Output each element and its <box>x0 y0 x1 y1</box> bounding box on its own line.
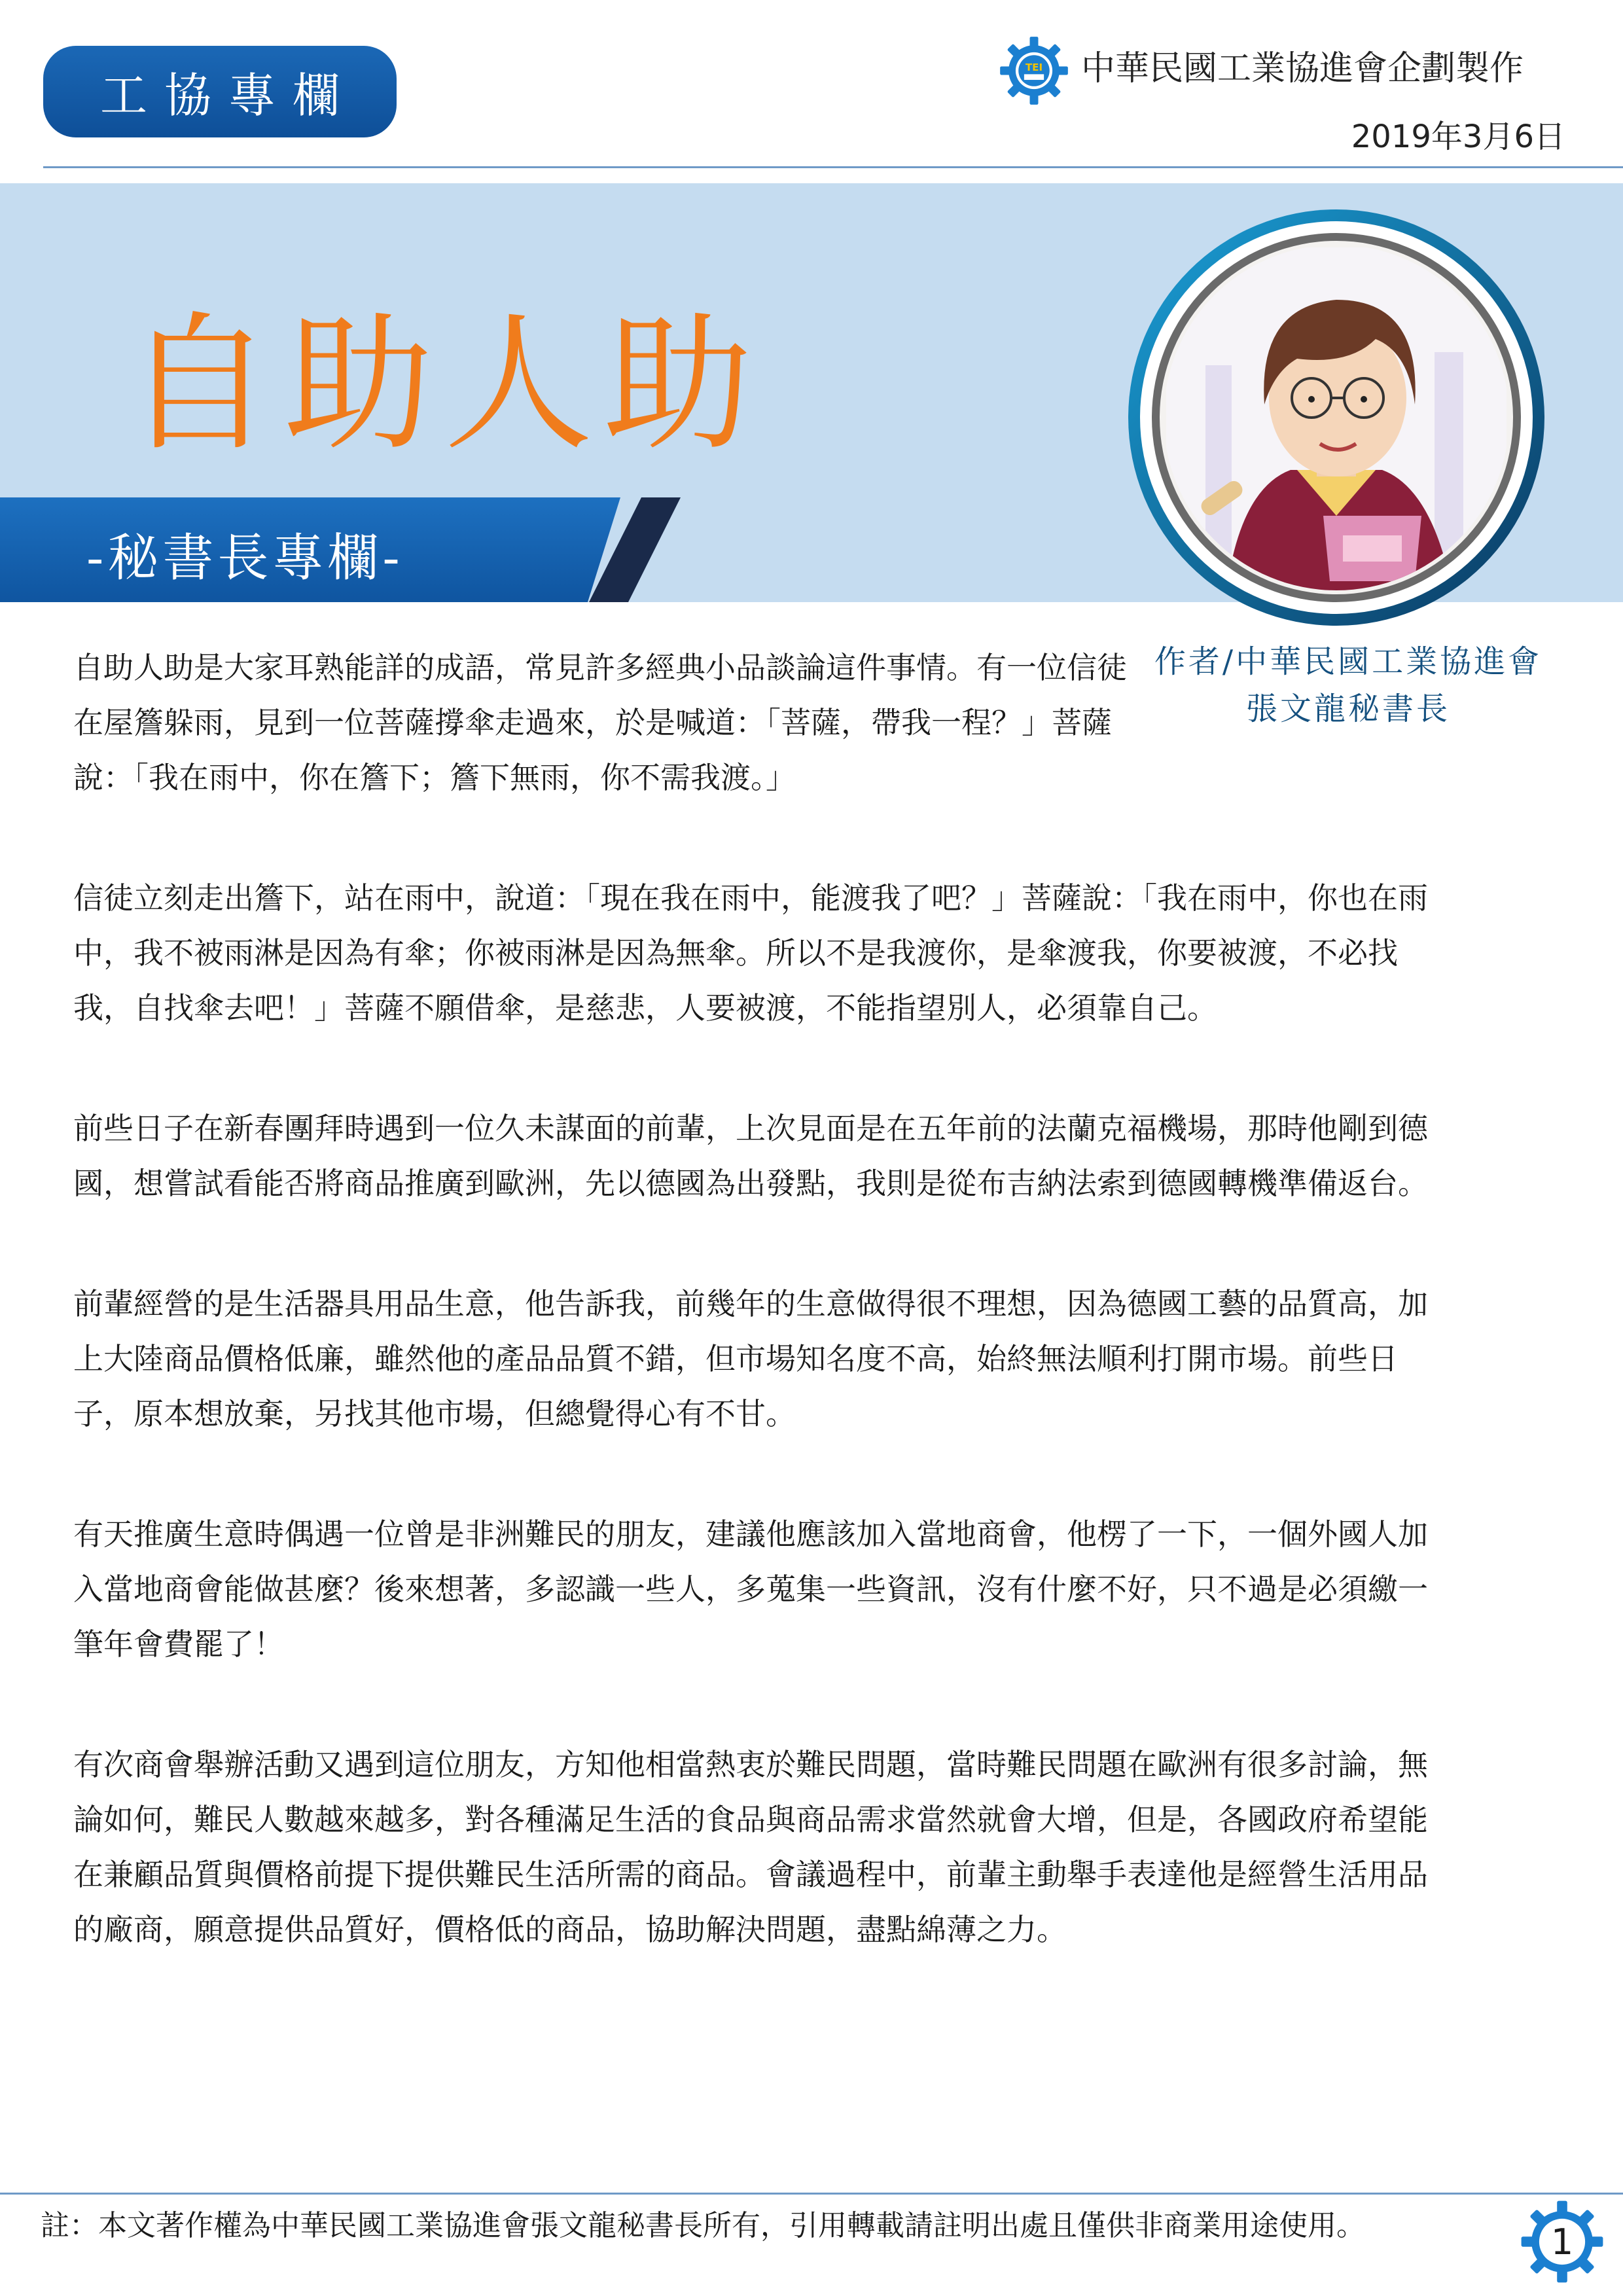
page-number: 1 <box>1550 2221 1574 2263</box>
footer-divider <box>0 2193 1623 2195</box>
publish-date: 2019年3月6日 <box>1351 118 1565 155</box>
header-divider <box>43 166 1623 168</box>
author-org: 作者/中華民國工業協進會 <box>1154 643 1543 680</box>
paragraph: 前輩經營的是生活器具用品生意，他告訴我，前幾年的生意做得很不理想，因為德國工藝的品質高，加上大陸商品價格低廉，雖然他的產品品質不錯，但市場知名度不高，始終無法順利打開市場。前些日子，原本想放棄，另找其他市場，但總覺得心有不甘。 <box>73 1286 1428 1431</box>
paragraph: 自助人助是大家耳熟能詳的成語，常見許多經典小品談論這件事情。有一位信徒在屋簷躲雨，見到一位菩薩撐傘走過來，於是喊道：「菩薩，帶我一程？」菩薩說：「我在雨中，你在簷下；簷下無雨，你不需我渡。」 <box>73 650 1127 795</box>
article-title: 自助人助 <box>124 297 763 471</box>
author-title: 張文龍秘書長 <box>1245 691 1450 727</box>
paragraph: 信徒立刻走出簷下，站在雨中，說道：「現在我在雨中，能渡我了吧？」菩薩說：「我在雨中，你也在雨中，我不被雨淋是因為有傘；你被雨淋是因為無傘。所以不是我渡你，是傘渡我，你要被渡，不必找我，自找傘去吧！」菩薩不願借傘，是慈悲，人要被渡，不能指望別人，必須靠自己。 <box>73 880 1428 1026</box>
org-name: 中華民國工業協進會企劃製作 <box>1081 49 1524 88</box>
paragraph: 前些日子在新春團拜時遇到一位久未謀面的前輩，上次見面是在五年前的法蘭克福機場，那時他剛到德國，想嘗試看能否將商品推廣到歐洲，先以德國為出發點，我則是從布吉納法索到德國轉機準備返台。 <box>73 1111 1428 1201</box>
article-body <box>73 640 1448 2022</box>
article-subtitle: -秘書長專欄- <box>86 529 404 588</box>
copyright-note: 註：本文著作權為中華民國工業協進會張文龍秘書長所有，引用轉載請註明出處且僅供非商業用途使用。 <box>41 2209 1365 2242</box>
author-caricature <box>1127 208 1546 627</box>
logo-text: TEI <box>1025 62 1043 73</box>
paragraph: 有次商會舉辦活動又遇到這位朋友，方知他相當熱衷於難民問題，當時難民問題在歐洲有很多討論，無論如何，難民人數越來越多，對各種滿足生活的食品與商品需求當然就會大增，但是，各國政府希望能在兼顧品質與價格前提下提供難民生活所需的商品。會議過程中，前輩主動舉手表達他是經營生活用品的廠商，願意提供品質好，價格低的商品，協助解決問題，盡點綿薄之力。 <box>73 1747 1428 1947</box>
author-portrait <box>1127 208 1546 627</box>
paragraph: 有天推廣生意時偶遇一位曾是非洲難民的朋友，建議他應該加入當地商會，他楞了一下，一個外國人加入當地商會能做甚麼？後來想著，多認識一些人，多蒐集一些資訊，沒有什麼不好，只不過是必須繳一筆年會費罷了！ <box>73 1516 1428 1662</box>
column-badge: 工協專欄 <box>43 46 397 137</box>
gear-logo-icon <box>999 35 1069 106</box>
